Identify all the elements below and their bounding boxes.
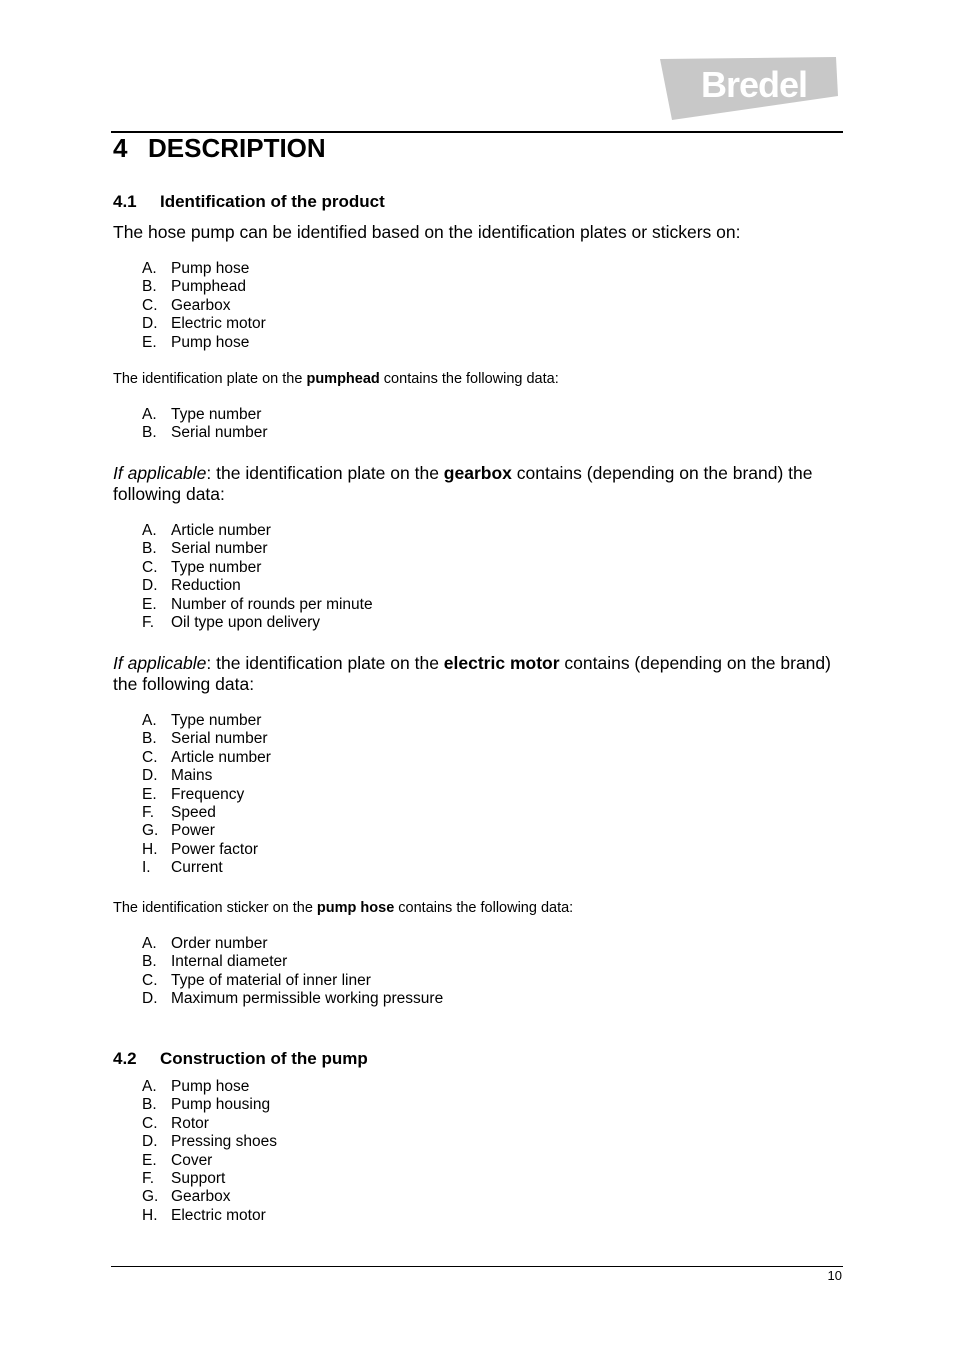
list-item-letter: A. xyxy=(142,935,157,952)
list-item-letter: A. xyxy=(142,522,157,539)
paragraph-text: contains the following data: xyxy=(379,371,559,387)
list-item xyxy=(142,786,271,804)
paragraph-text: The identification plate on the xyxy=(113,371,307,387)
paragraph-text: : the identification plate on the xyxy=(206,463,444,483)
section-heading-construction xyxy=(113,1049,368,1069)
list-item xyxy=(142,841,271,859)
list-item-letter: H. xyxy=(142,1206,158,1224)
list-item-text: Pump hose xyxy=(171,333,250,351)
list-item-letter: C. xyxy=(142,296,158,314)
list-item xyxy=(142,278,266,296)
section-title: Construction of the pump xyxy=(160,1049,368,1068)
motor-paragraph xyxy=(113,653,848,695)
list-item-letter: D. xyxy=(142,1133,158,1151)
list-item-text: Rotor xyxy=(171,1114,209,1132)
list-item-letter: B. xyxy=(142,1096,157,1114)
list-item-letter: B. xyxy=(142,953,157,971)
list-item-letter: C. xyxy=(142,1114,158,1132)
list-item xyxy=(142,540,373,558)
list-item-text: Electric motor xyxy=(171,1206,266,1224)
list-item-letter: G. xyxy=(142,1188,159,1206)
section-number: 4.1 xyxy=(113,192,137,211)
list-item-letter: D. xyxy=(142,315,158,333)
chapter-title: DESCRIPTION xyxy=(148,133,326,163)
list-item xyxy=(142,953,443,971)
list-item-letter: A. xyxy=(142,260,157,277)
list-item xyxy=(142,297,266,315)
paragraph-bold: gearbox xyxy=(443,463,512,483)
list-item xyxy=(142,749,271,767)
list-item-letter: B. xyxy=(142,278,157,296)
list-item xyxy=(142,577,373,595)
list-item xyxy=(142,990,443,1008)
list-item-text: Pump hose xyxy=(171,1078,250,1095)
list-item-text: Cover xyxy=(171,1151,213,1169)
list-item xyxy=(142,406,268,424)
list-item xyxy=(142,1115,277,1133)
list-item-text: Type number xyxy=(171,712,262,729)
paragraph-bold: electric motor xyxy=(443,653,560,673)
list-item-letter: B. xyxy=(142,730,157,748)
chapter-heading xyxy=(113,132,326,164)
list-item xyxy=(142,767,271,785)
list-item xyxy=(142,260,266,278)
hose-data-list xyxy=(142,935,443,1009)
paragraph-text: : the identification plate on the xyxy=(206,653,444,673)
list-item-text: Support xyxy=(171,1170,226,1188)
list-item xyxy=(142,334,266,352)
list-item xyxy=(142,859,271,877)
list-item-letter: A. xyxy=(142,1078,157,1095)
paragraph-text: contains the following data: xyxy=(394,900,574,916)
list-item xyxy=(142,315,266,333)
list-item xyxy=(142,712,271,730)
list-item-text: Speed xyxy=(171,804,216,822)
paragraph-text: The identification sticker on the xyxy=(113,900,317,916)
paragraph-bold: pumphead xyxy=(306,371,380,387)
list-item-text: Electric motor xyxy=(171,315,266,333)
list-item-letter: D. xyxy=(142,767,158,785)
paragraph-text: contains (depending on the brand) the following data: xyxy=(113,463,813,504)
list-item-text: Internal diameter xyxy=(171,953,288,971)
list-item xyxy=(142,1207,277,1225)
list-item xyxy=(142,935,443,953)
list-item-letter: B. xyxy=(142,540,157,558)
list-item-letter: E. xyxy=(142,595,157,613)
list-item-text: Maximum permissible working pressure xyxy=(171,990,444,1008)
construction-parts-list xyxy=(142,1078,277,1225)
list-item-letter: D. xyxy=(142,577,158,595)
list-item-text: Power factor xyxy=(171,840,259,858)
list-item-text: Pump hose xyxy=(171,260,250,277)
list-item-text: Serial number xyxy=(171,424,268,442)
paragraph-italic: If applicable xyxy=(113,653,207,673)
list-item-text: Gearbox xyxy=(171,296,231,314)
list-item-text: Type number xyxy=(171,558,262,576)
paragraph-text: contains (depending on the brand) the following data: xyxy=(113,653,831,694)
list-item-text: Number of rounds per minute xyxy=(171,595,373,613)
list-item-text: Serial number xyxy=(171,730,268,748)
list-item-letter: E. xyxy=(142,785,157,803)
list-item xyxy=(142,804,271,822)
list-item-letter: H. xyxy=(142,840,158,858)
list-item-letter: D. xyxy=(142,990,158,1008)
identification-locations-list xyxy=(142,260,266,352)
list-item-letter: I. xyxy=(142,859,151,877)
list-item xyxy=(142,1170,277,1188)
list-item xyxy=(142,1152,277,1170)
list-item-text: Type of material of inner liner xyxy=(171,971,371,989)
list-item xyxy=(142,559,373,577)
section-title: Identification of the product xyxy=(160,192,385,211)
logo-text: Bredel xyxy=(700,64,808,105)
paragraph-italic: If applicable xyxy=(113,463,207,483)
list-item-letter: C. xyxy=(142,748,158,766)
list-item xyxy=(142,822,271,840)
list-item xyxy=(142,1096,277,1114)
list-item-text: Gearbox xyxy=(171,1188,231,1206)
page-number: 10 xyxy=(827,1268,842,1283)
list-item xyxy=(142,972,443,990)
list-item-text: Reduction xyxy=(171,577,241,595)
list-item xyxy=(142,424,268,442)
list-item-text: Pumphead xyxy=(171,278,246,296)
pumphead-paragraph xyxy=(113,370,848,388)
footer-rule xyxy=(111,1266,843,1267)
list-item-text: Pump housing xyxy=(171,1096,271,1114)
list-item-letter: F. xyxy=(142,614,155,632)
list-item-text: Article number xyxy=(171,748,271,766)
list-item-text: Oil type upon delivery xyxy=(171,614,321,632)
section-number: 4.2 xyxy=(113,1049,137,1068)
list-item xyxy=(142,596,373,614)
list-item-letter: E. xyxy=(142,333,157,351)
list-item-letter: B. xyxy=(142,424,157,442)
list-item xyxy=(142,1188,277,1206)
list-item xyxy=(142,522,373,540)
motor-data-list xyxy=(142,712,271,878)
list-item-letter: F. xyxy=(142,1170,155,1188)
list-item-letter: G. xyxy=(142,822,159,840)
list-item xyxy=(142,1133,277,1151)
list-item-text: Power xyxy=(171,822,215,840)
list-item-letter: E. xyxy=(142,1151,157,1169)
intro-paragraph: The hose pump can be identified based on the identification plates or stickers on: xyxy=(113,222,741,242)
gearbox-data-list xyxy=(142,522,373,632)
section-heading-identification xyxy=(113,192,385,212)
list-item-letter: F. xyxy=(142,804,155,822)
list-item-letter: A. xyxy=(142,406,157,423)
bredel-logo xyxy=(654,56,840,122)
list-item-text: Pressing shoes xyxy=(171,1133,277,1151)
list-item-text: Type number xyxy=(171,406,262,423)
list-item-text: Serial number xyxy=(171,540,268,558)
list-item xyxy=(142,1078,277,1096)
list-item-letter: C. xyxy=(142,971,158,989)
list-item-text: Mains xyxy=(171,767,213,785)
list-item-text: Article number xyxy=(171,522,271,539)
list-item-text: Current xyxy=(171,859,223,877)
hose-paragraph xyxy=(113,899,848,917)
pumphead-data-list xyxy=(142,406,268,443)
list-item-text: Order number xyxy=(171,935,268,952)
list-item xyxy=(142,614,373,632)
chapter-number: 4 xyxy=(113,133,128,163)
paragraph-bold: pump hose xyxy=(316,900,395,916)
list-item-letter: A. xyxy=(142,712,157,729)
list-item-text: Frequency xyxy=(171,785,245,803)
list-item xyxy=(142,730,271,748)
list-item-letter: C. xyxy=(142,558,158,576)
gearbox-paragraph xyxy=(113,463,848,505)
